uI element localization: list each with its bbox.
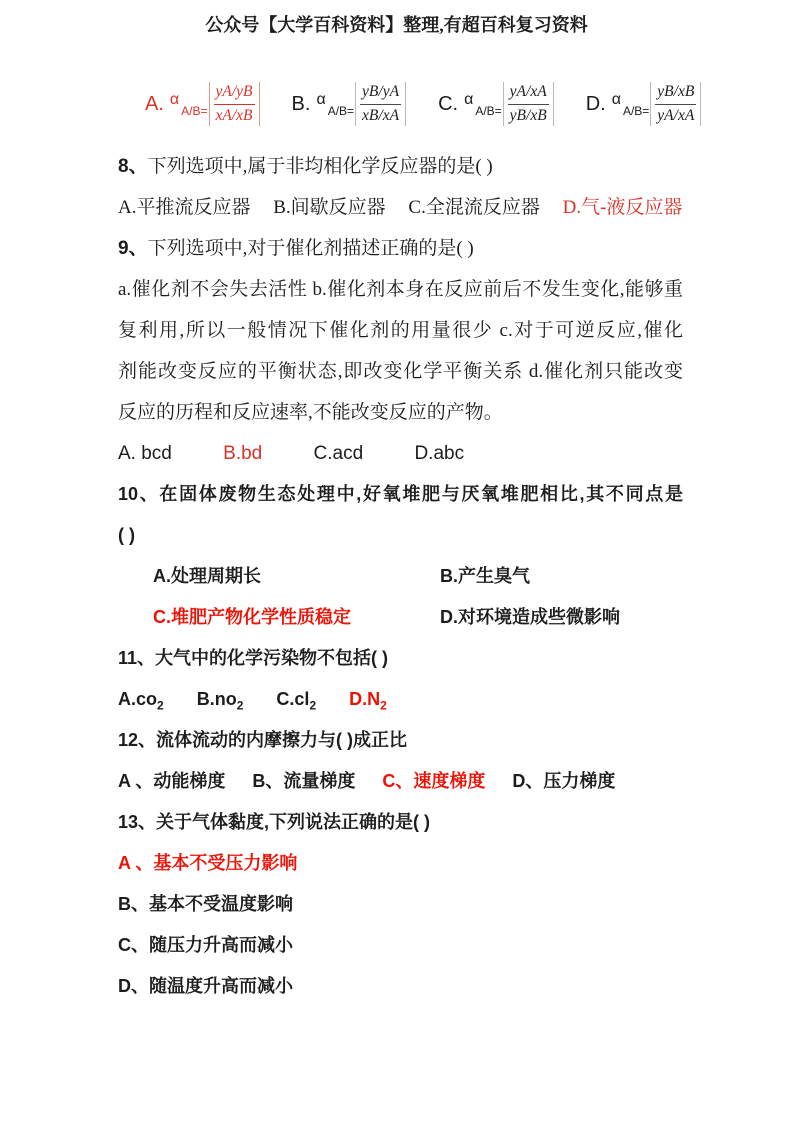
alpha-subscript: A/B= — [475, 104, 502, 119]
option-label: B. — [291, 92, 311, 115]
q13-option-b: B、基本不受温度影响 — [118, 894, 293, 914]
fraction — [355, 82, 406, 127]
q8-option-a: A.平推流反应器 — [118, 197, 251, 218]
formula-option-c — [438, 82, 554, 127]
fraction-denominator: xB/xA — [362, 106, 400, 124]
q9-option-c: C.acd — [313, 443, 364, 464]
fraction — [503, 82, 554, 127]
q12-option-c-answer: C、速度梯度 — [382, 771, 486, 791]
question-9-title — [118, 228, 683, 269]
option-label: A. — [145, 92, 164, 115]
q9-option-a: A. bcd — [118, 443, 172, 464]
alpha-subscript: A/B= — [181, 104, 208, 119]
question-11-options — [118, 679, 683, 720]
alpha-symbol: α — [169, 91, 180, 108]
formula-option-a — [145, 82, 260, 127]
question-10-options-row-1 — [118, 556, 683, 597]
alpha-subscript: A/B= — [622, 104, 650, 119]
q12-option-a: A 、动能梯度 — [118, 771, 226, 791]
question-8-options — [118, 187, 683, 228]
q8-option-c: C.全混流反应器 — [408, 197, 540, 218]
q8-option-b: B.间歇反应器 — [273, 197, 386, 218]
question-11-title — [118, 638, 683, 679]
question-text: 大气中的化学污染物不包括( ) — [155, 648, 389, 668]
question-text: 下列选项中,对于催化剂描述正确的是( ) — [147, 238, 474, 259]
alpha-symbol: α — [464, 91, 474, 108]
option-label: C. — [438, 92, 459, 115]
fraction-numerator: yB/xB — [655, 82, 696, 105]
question-10-options-row-2 — [118, 597, 683, 638]
question-13-title — [118, 802, 683, 843]
question-number: 9、 — [118, 238, 148, 259]
question-number: 11、 — [118, 648, 156, 668]
subscript: 2 — [157, 698, 164, 713]
alpha-symbol: α — [316, 91, 326, 108]
question-text: 关于气体黏度,下列说法正确的是( ) — [156, 812, 431, 832]
question-number: 8、 — [118, 156, 148, 177]
q13-option-a-answer: A 、基本不受压力影响 — [118, 853, 298, 873]
subscript: 2 — [309, 698, 317, 713]
fraction-numerator: yA/xA — [508, 82, 549, 105]
question-10-title-parens: ( ) — [118, 525, 135, 545]
fraction-denominator: xA/xB — [215, 106, 253, 124]
q10-option-a: A.处理周期长 — [153, 566, 261, 586]
question-text: 流体流动的内摩擦力与( )成正比 — [156, 730, 408, 750]
fraction — [209, 82, 260, 127]
q12-option-b: B、流量梯度 — [252, 771, 356, 791]
formula-option-b — [292, 82, 407, 127]
question-number: 10、 — [118, 484, 160, 504]
q10-option-b: B.产生臭气 — [440, 566, 531, 586]
q12-option-d: D、压力梯度 — [512, 771, 616, 791]
question-12-title — [118, 720, 683, 761]
q11-option-c: $C.cl_2$ — [276, 689, 317, 713]
option-label: D. — [585, 92, 606, 115]
q11-option-b: $B.no_2$ — [196, 689, 244, 713]
formula-option-d — [586, 82, 702, 127]
q8-option-d-answer: D.气-液反应器 — [562, 197, 683, 218]
q9-option-b-answer: B.bd — [223, 443, 263, 464]
page-header: 公众号【大学百科资料】整理,有超百科复习资料 — [205, 15, 588, 35]
q10-option-d: D.对环境造成些微影响 — [440, 607, 621, 627]
q9-paragraph-line-3: 剂能改变反应的平衡状态,即改变化学平衡关系 d.催化剂只能改变 — [118, 361, 683, 382]
question-12-options — [118, 761, 683, 802]
question-10-title — [118, 474, 683, 515]
question-number: 12、 — [118, 730, 157, 750]
question-text: 下列选项中,属于非均相化学反应器的是( ) — [147, 156, 493, 177]
q11-option-a: $A.co_2$ — [118, 689, 164, 713]
alpha-symbol: α — [611, 91, 621, 108]
fraction-numerator: yB/yA — [360, 82, 401, 105]
q11-option-d-answer: $D.N_2$ — [349, 689, 387, 713]
q13-option-c: C、随压力升高而减小 — [118, 935, 293, 955]
question-number: 13、 — [118, 812, 157, 832]
question-7-formula-options — [145, 78, 793, 130]
fraction-denominator: yA/xA — [657, 106, 695, 124]
question-stack — [0, 146, 793, 1007]
q13-option-d: D、随温度升高而减小 — [118, 976, 293, 996]
fraction — [650, 82, 701, 127]
fraction-denominator: yB/xB — [509, 106, 547, 124]
q9-paragraph-line-2: 复利用,所以一般情况下催化剂的用量很少 c.对于可逆反应,催化 — [118, 320, 683, 341]
question-9-options — [118, 433, 683, 474]
q9-option-d: D.abc — [414, 443, 465, 464]
question-text: 在固体废物生态处理中,好氧堆肥与厌氧堆肥相比,其不同点是 — [159, 484, 683, 504]
q10-option-c-answer: C.堆肥产物化学性质稳定 — [153, 607, 351, 627]
question-8-title — [118, 146, 683, 187]
subscript: 2 — [236, 698, 244, 713]
fraction-numerator: yA/yB — [214, 82, 255, 105]
q9-paragraph-line-4: 反应的历程和反应速率,不能改变反应的产物。 — [118, 402, 503, 423]
subscript: 2 — [380, 698, 387, 713]
alpha-subscript: A/B= — [327, 104, 355, 119]
q9-paragraph-line-1: a.催化剂不会失去活性 b.催化剂本身在反应前后不发生变化,能够重 — [118, 279, 683, 300]
